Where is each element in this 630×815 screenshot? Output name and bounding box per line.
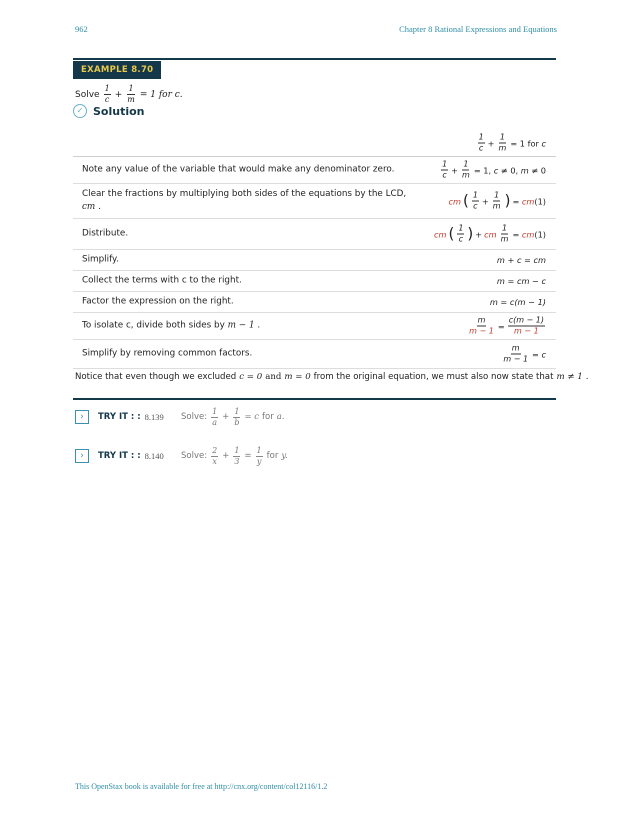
example-badge: EXAMPLE 8.70 bbox=[73, 61, 161, 79]
chevron-right-icon[interactable]: › bbox=[75, 449, 89, 463]
chevron-right-icon[interactable]: › bbox=[75, 410, 89, 424]
step-row bbox=[73, 219, 556, 250]
footer-text: This OpenStax book is available for free at http://cnx.org/content/col12116/1.2 bbox=[75, 782, 328, 791]
fraction-1-over-c: $\frac{1}{c}$ bbox=[104, 84, 110, 104]
step-description: To isolate c, divide both sides by m − 1 . bbox=[82, 320, 261, 331]
example-problem: Solve $\frac{1}{c}$ + $\frac{1}{m}$ = 1 for c. bbox=[75, 84, 183, 104]
notice-end: . bbox=[585, 372, 589, 382]
step-description: Note any value of the variable that would make any denominator zero. bbox=[82, 164, 395, 175]
try-it-8-139 bbox=[75, 406, 285, 427]
notice-and: and bbox=[265, 372, 282, 382]
try-it-solve: Solve: bbox=[181, 451, 208, 461]
step-row bbox=[73, 292, 556, 313]
step-row bbox=[73, 184, 556, 219]
notice-part2: from the original equation, we must also now state that bbox=[313, 372, 554, 382]
notice-math1: c = 0 bbox=[239, 372, 263, 382]
step-math: m = cm − c bbox=[496, 276, 546, 286]
solution-steps bbox=[73, 130, 556, 369]
check-circle-icon: ✓ bbox=[73, 104, 87, 118]
step-description-math: m − 1 bbox=[227, 320, 255, 331]
try-it-var: y. bbox=[281, 451, 288, 461]
problem-tail: = 1 for c. bbox=[139, 89, 183, 100]
step-description: Distribute. bbox=[82, 228, 129, 239]
notice-math3: m ≠ 1 bbox=[556, 372, 583, 382]
step-row bbox=[73, 313, 556, 340]
solution-label: Solution bbox=[93, 104, 145, 118]
notice-part1: Notice that even though we excluded bbox=[75, 372, 237, 382]
step-row bbox=[73, 130, 556, 157]
try-it-for: for bbox=[266, 451, 279, 461]
try-it-number: 8.140 bbox=[144, 451, 164, 461]
step-math: m = c(m − 1) bbox=[489, 297, 546, 307]
step-description: Factor the expression on the right. bbox=[82, 296, 234, 307]
try-it-solve: Solve: bbox=[181, 412, 208, 422]
example-top-rule bbox=[73, 58, 556, 60]
step-description-text: Clear the fractions by multiplying both sides of the equations by the LCD, bbox=[82, 189, 407, 199]
notice-text bbox=[75, 372, 588, 382]
try-it-problem: Solve: $\frac{2}{x}$ + $\frac{1}{3}$ = $\frac{1}{y}$ for y. bbox=[181, 445, 288, 466]
step-description: Collect the terms with c to the right. bbox=[82, 275, 242, 286]
solution-heading bbox=[73, 104, 145, 118]
step-description-math: cm . bbox=[82, 202, 101, 212]
step-math: $\frac{m}{m - 1}$ = $\frac{c(m - 1)}{m - 1}$ bbox=[469, 315, 544, 336]
step-math: cm ( $\frac{1}{c}$ ) + cm $\frac{1}{m}$ = cm(1) bbox=[433, 223, 546, 244]
step-math: $\frac{1}{c}$ + $\frac{1}{m}$ = 1, c ≠ 0, m ≠ 0 bbox=[442, 159, 546, 180]
step-row bbox=[73, 340, 556, 369]
step-description-text: To isolate c, divide both sides by bbox=[82, 320, 225, 331]
try-it-for: for bbox=[262, 412, 274, 422]
try-it-8-140 bbox=[75, 445, 288, 466]
try-it-problem: Solve: $\frac{1}{a}$ + $\frac{1}{b}$ = c for a. bbox=[181, 406, 285, 427]
step-row bbox=[73, 271, 556, 292]
notice-math2: m = 0 bbox=[284, 372, 311, 382]
try-it-var: a. bbox=[276, 412, 285, 422]
step-description bbox=[82, 188, 412, 214]
step-description: Simplify. bbox=[82, 254, 119, 265]
fraction-1-over-m: $\frac{1}{m}$ bbox=[127, 84, 135, 104]
solve-word: Solve bbox=[75, 89, 100, 100]
page-number: 962 bbox=[75, 24, 88, 34]
try-it-label: TRY IT : : bbox=[98, 412, 141, 422]
step-math: cm ( $\frac{1}{c}$ + $\frac{1}{m}$ ) = cm(1) bbox=[448, 190, 546, 211]
try-it-label: TRY IT : : bbox=[98, 451, 141, 461]
step-description: Simplify by removing common factors. bbox=[82, 348, 253, 359]
step-row bbox=[73, 157, 556, 184]
step-math: $\frac{1}{c}$ + $\frac{1}{m}$ = 1 for c bbox=[478, 132, 546, 153]
step-row bbox=[73, 250, 556, 271]
try-it-number: 8.139 bbox=[144, 412, 164, 422]
step-math: $\frac{m}{m - 1}$ = c bbox=[503, 343, 546, 364]
step-math: m + c = cm bbox=[496, 255, 546, 265]
chapter-title: Chapter 8 Rational Expressions and Equations bbox=[399, 24, 557, 34]
example-bottom-rule bbox=[73, 398, 556, 400]
